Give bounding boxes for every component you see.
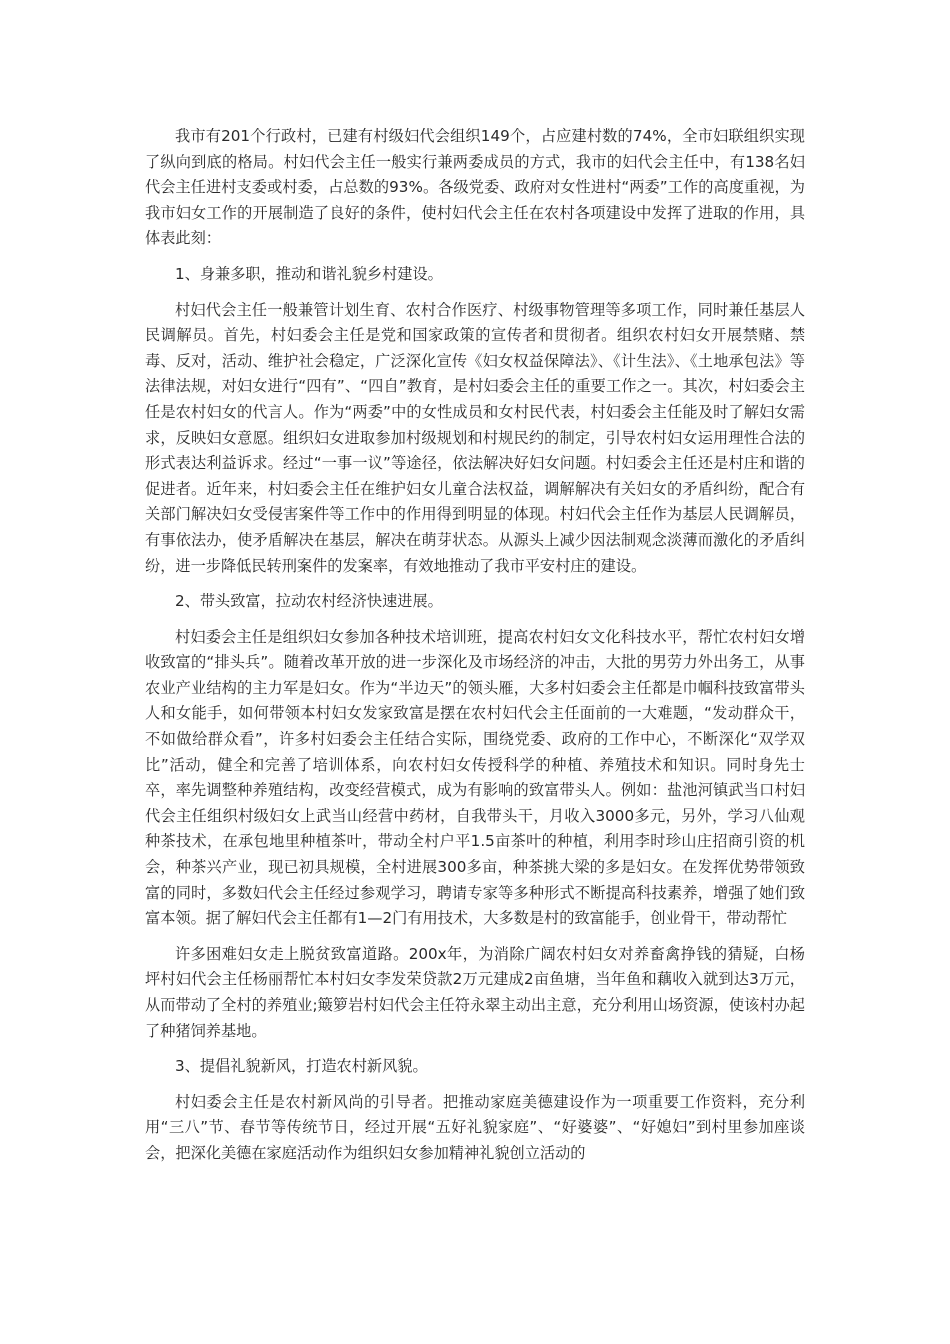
section-heading-3: 3、提倡礼貌新风，打造农村新风貌。 (175, 1057, 428, 1076)
section-heading-1: 1、身兼多职，推动和谐礼貌乡村建设。 (175, 264, 443, 283)
paragraph-section-3: 村妇委会主任是农村新风尚的引导者。把推动家庭美德建设作为一项重要工作资料，充分利用“三八”节、春节等传统节日，经过开展“五好礼貌家庭”、“好婆婆”、“好媳妇”到村里参加座谈会，把深化美德在家庭活动作为组织妇女参加精神礼貌创立活动的 (145, 1092, 805, 1162)
paragraph-section-2: 村妇委会主任是组织妇女参加各种技术培训班，提高农村妇女文化科技水平，帮忙农村妇女增收致富的“排头兵”。随着改革开放的进一步深化及市场经济的冲击，大批的男劳力外出务工，从事农业产业结构的主力军是妇女。作为“半边天”的领头雁，大多村妇委会主任都是巾帼科技致富带头人和女能手，如何带领本村妇女发家致富是摆在农村妇代会主任面前的一大难题，“发动群众干，不如做给群众看”，许多村妇委会主任结合实际，围绕党委、政府的工作中心，不断深化“双学双比”活动，健全和完善了培训体系，向农村妇女传授科学的种植、养殖技术和知识。同时身先士卒，率先调整种养殖结构，改变经营模式，成为有影响的致富带头人。例如：盐池河镇武当口村妇代会主任组织村级妇女上武当山经营中药材，自我带头干，月收入3000多元，另外，学习八仙观种茶技术，在承包地里种植茶叶，带动全村户平1.5亩茶叶的种植，利用李时珍山庄招商引资的机会，种茶兴产业，现已初具规模，全村进展300多亩，种茶挑大梁的多是妇女。在发挥优势带领致富的同时，多数妇代会主任经过参观学习，聘请专家等多种形式不断提高科技素养，增强了她们致富本领。据了解妇代会主任都有1—2门有用技术，大多数是村的致富能手，创业骨干，带动帮忙 (145, 627, 805, 928)
paragraph-section-1: 村妇代会主任一般兼管计划生育、农村合作医疗、村级事物管理等多项工作，同时兼任基层人民调解员。首先，村妇委会主任是党和国家政策的宣传者和贯彻者。组织农村妇女开展禁赌、禁毒、反对，活动、维护社会稳定，广泛深化宣传《妇女权益保障法》、《计生法》、《土地承包法》等法律法规，对妇女进行“四有”、“四自”教育，是村妇委会主任的重要工作之一。其次，村妇委会主任是农村妇女的代言人。作为“两委”中的女性成员和女村民代表，村妇委会主任能及时了解妇女需求，反映妇女意愿。组织妇女进取参加村级规划和村规民约的制定，引导农村妇女运用理性合法的形式表达利益诉求。经过“一事一议”等途径，依法解决好妇女问题。村妇委会主任还是村庄和谐的促进者。近年来，村妇委会主任在维护妇女儿童合法权益，调解解决有关妇女的矛盾纠纷，配合有关部门解决妇女受侵害案件等工作中的作用得到明显的体现。村妇代会主任作为基层人民调解员，有事依法办，使矛盾解决在基层，解决在萌芽状态。从源头上减少因法制观念淡薄而激化的矛盾纠纷，进一步降低民转刑案件的发案率，有效地推动了我市平安村庄的建设。 (145, 300, 805, 575)
document-body (145, 124, 805, 1177)
paragraph-intro: 我市有201个行政村，已建有村级妇代会组织149个，占应建村数的74%，全市妇联组织实现了纵向到底的格局。村妇代会主任一般实行兼两委成员的方式，我市的妇代会主任中，有138名妇代会主任进村支委或村委，占总数的93%。各级党委、政府对女性进村“两委”工作的高度重视，为我市妇女工作的开展制造了良好的条件，使村妇代会主任在农村各项建设中发挥了进取的作用，具体表此刻： (145, 127, 805, 248)
paragraph-section-2-continued: 许多困难妇女走上脱贫致富道路。200x年，为消除广阔农村妇女对养畜禽挣钱的猜疑，白杨坪村妇代会主任杨丽帮忙本村妇女李发荣贷款2万元建成2亩鱼塘，当年鱼和藕收入就到达3万元，从而带动了全村的养殖业;簸箩岩村妇代会主任符永翠主动出主意，充分利用山场资源，使该村办起了种猪饲养基地。 (145, 944, 805, 1040)
section-heading-2: 2、带头致富，拉动农村经济快速进展。 (175, 592, 443, 611)
